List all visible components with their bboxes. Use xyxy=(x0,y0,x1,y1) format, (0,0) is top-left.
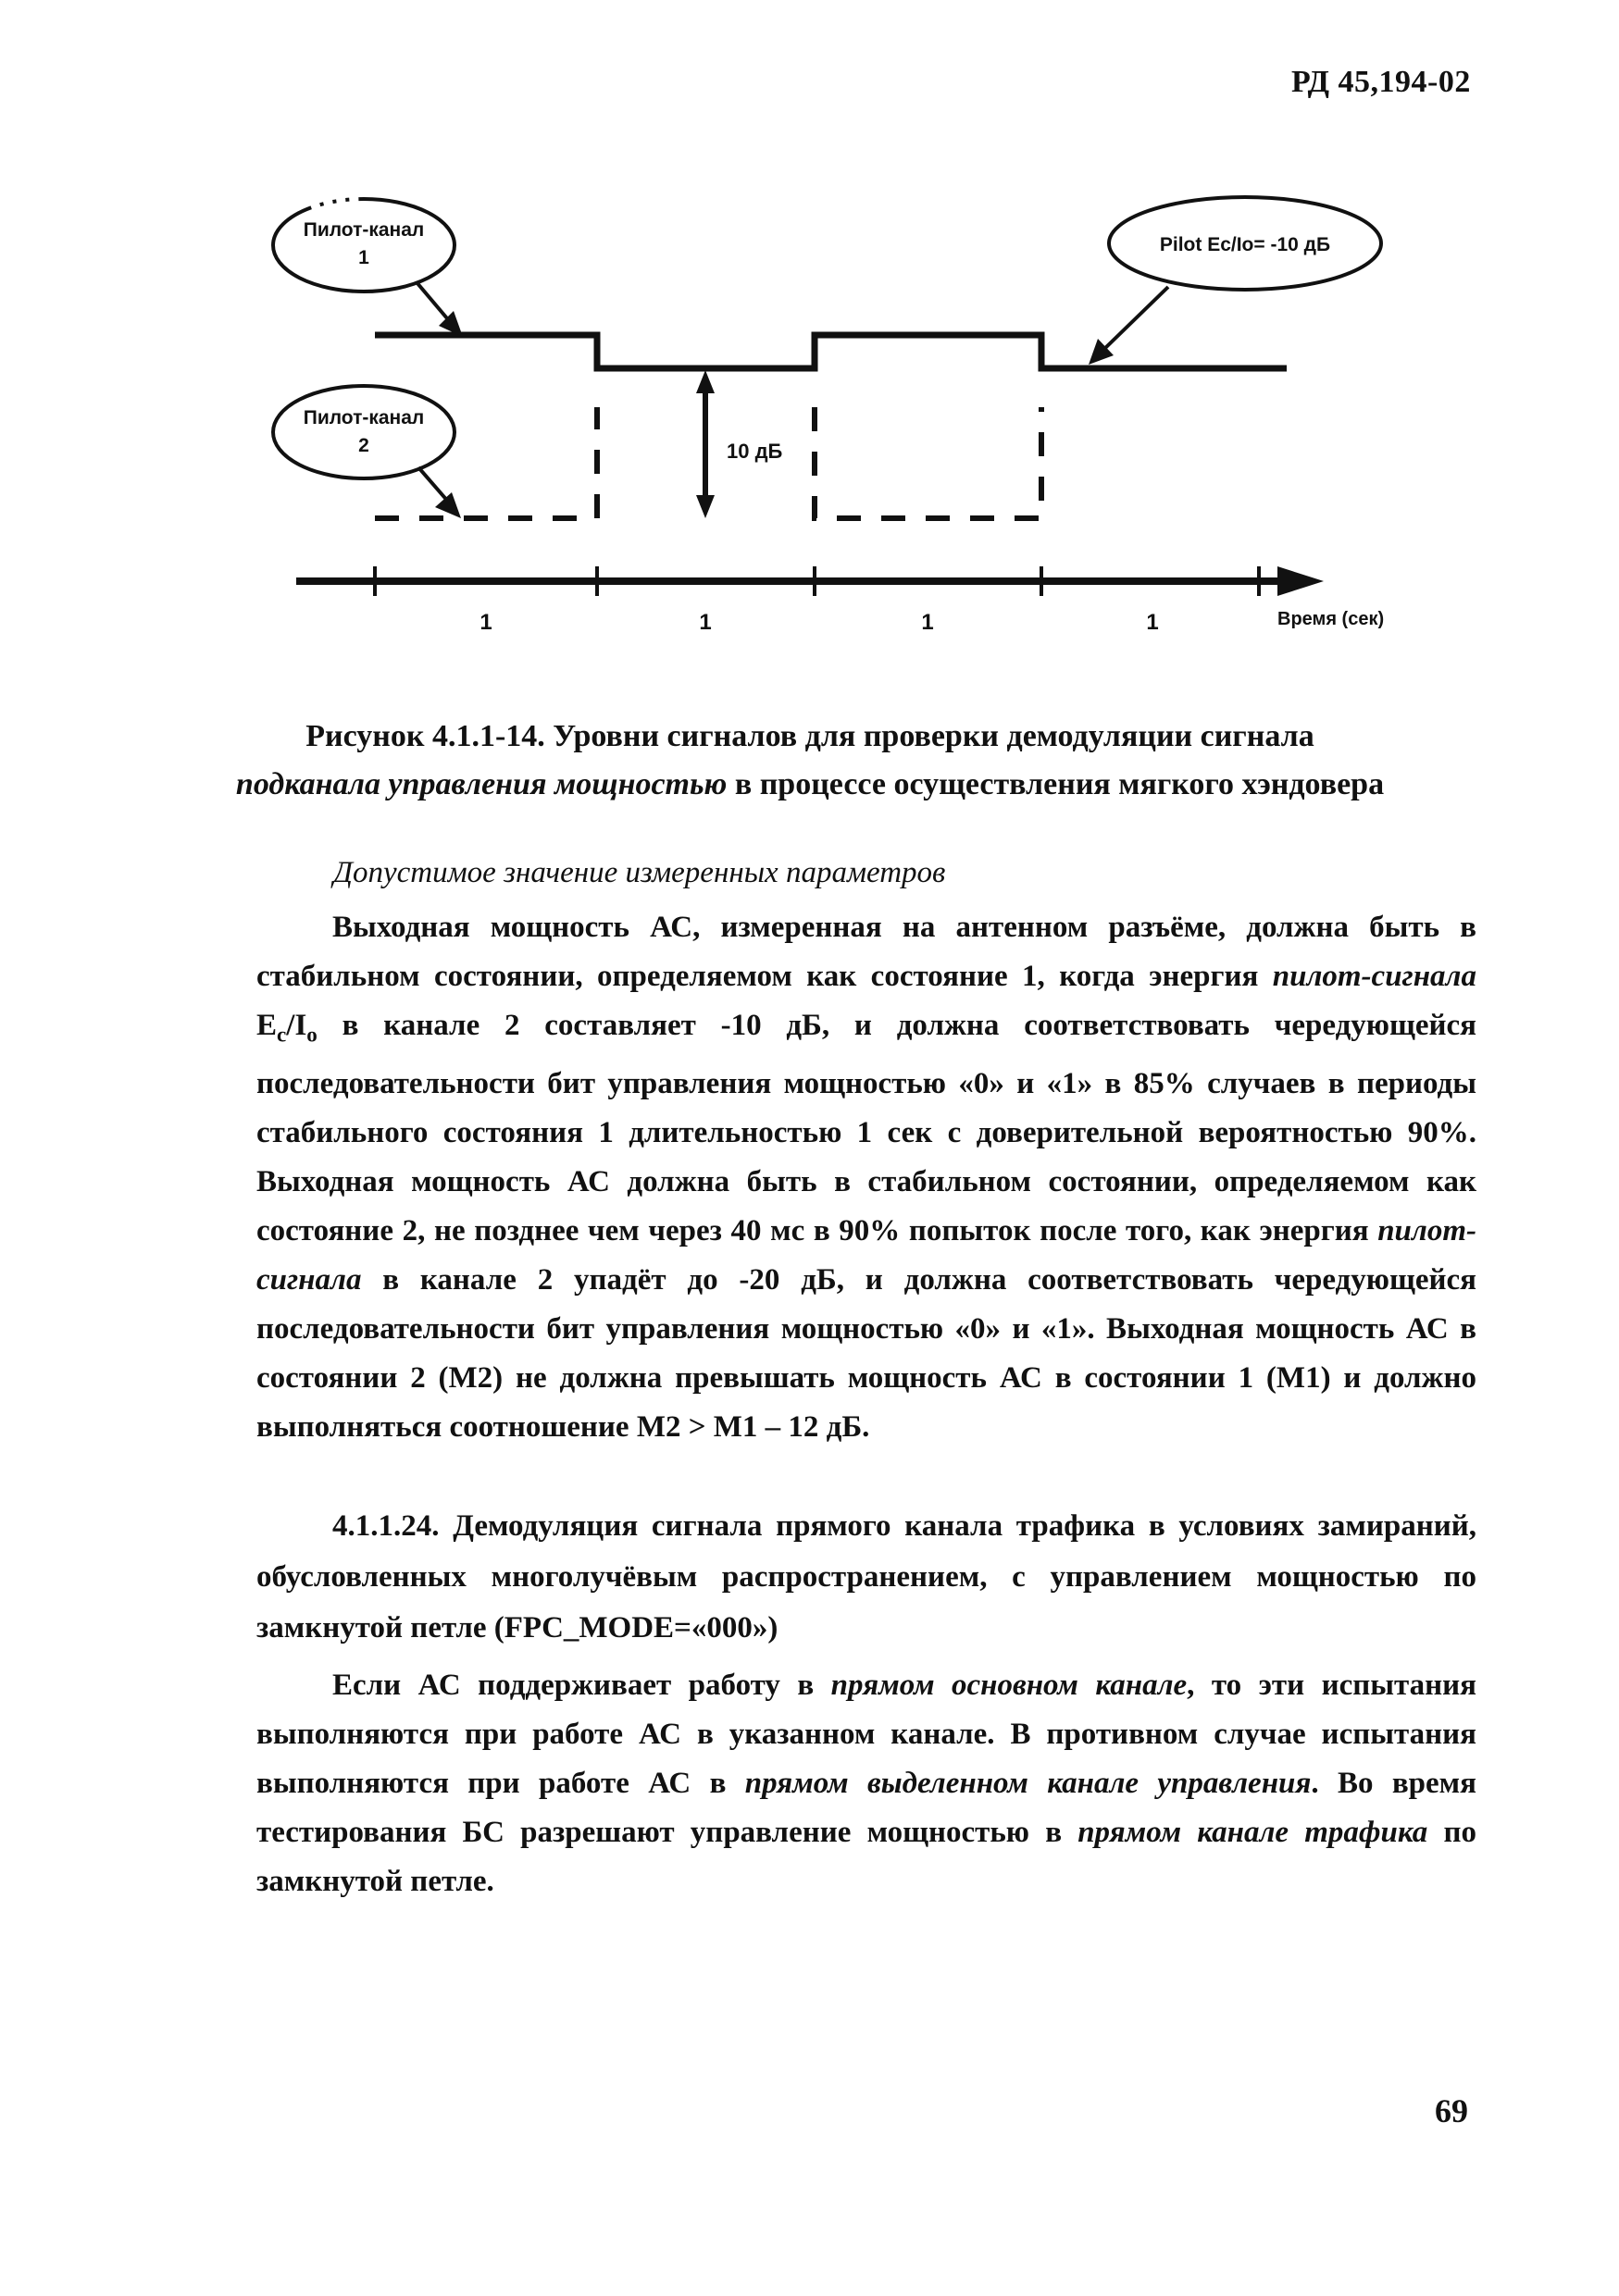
time-axis-label: Время (сек) xyxy=(1277,609,1385,629)
caption-italic: подканала управления мощностью xyxy=(235,767,728,801)
pilot1-bubble-line1: Пилот-канал xyxy=(303,219,425,241)
pilot1-bubble xyxy=(273,199,455,292)
italic-run: прямом канале трафика xyxy=(1077,1816,1428,1849)
interval-label: 1 xyxy=(921,610,934,635)
italic-run: пилот-сигнала xyxy=(256,1213,1476,1297)
subscript: o xyxy=(306,1022,318,1047)
document-number: РД 45,194-02 xyxy=(1291,65,1471,99)
pilot2-pointer xyxy=(418,467,449,503)
subheading: Допустимое значение измеренных параметров xyxy=(333,856,946,889)
pilot1-pointer xyxy=(417,282,452,324)
interval-label: 1 xyxy=(1146,610,1159,635)
pilot2-bubble-line2: 2 xyxy=(358,435,369,456)
level-diff-label: 10 дБ xyxy=(727,440,783,463)
level-diff-arrowhead-down xyxy=(696,495,715,518)
paragraph-2 xyxy=(256,1661,1476,1906)
ecio-bubble-label: Pilot Ec/Io= -10 дБ xyxy=(1159,234,1331,255)
section-number: 4.1.1.24. xyxy=(332,1509,440,1543)
level-diff-arrowhead-up xyxy=(696,370,715,393)
pilot1-level-line xyxy=(375,335,1287,368)
interval-label: 1 xyxy=(699,610,712,635)
text-run: Выходная мощность АС, измеренная на антенном разъёме, должна быть в стабильном состоянии, определяемом как состояние 1, когда энергия xyxy=(256,911,1476,993)
subscript: c xyxy=(277,1022,287,1047)
figure-caption xyxy=(231,713,1389,809)
pilot1-bubble-line2: 1 xyxy=(358,247,369,268)
text-run: в канале 2 упадёт до -20 дБ, и должна соответствовать чередующейся последовательности бит управления мощностью «0» и «1». Выходная мощность АС в состоянии 2 (М2) не должна превышать мощность АС в состоянии 1 (М1) и должно выполняться соотношение М2 > М1 – 12 дБ. xyxy=(256,1262,1476,1444)
text-run: E xyxy=(256,1009,278,1042)
caption-text: в процессе осуществления мягкого хэндовера xyxy=(727,767,1385,801)
ecio-pointer xyxy=(1103,287,1168,350)
pilot2-bubble-line1: Пилот-канал xyxy=(303,407,425,428)
text-run: Если АС поддерживает работу в xyxy=(332,1669,831,1702)
text-run: по замкнутой петле. xyxy=(256,1816,1476,1898)
paragraph-1 xyxy=(256,903,1476,1452)
text-run: , то эти испытания выполняются при работе АС в указанном канале. В противном случае испытания выполняются при работе АС в xyxy=(256,1669,1476,1800)
pilot2-bubble xyxy=(273,386,455,478)
text-run: в канале 2 составляет -10 дБ, и должна соответствовать чередующейся последовательности бит управления мощностью «0» и «1» в 85% случаев в периоды стабильного состояния 1 длительностью 1 сек с доверительной вероятностью 90%. Выходная мощность АС должна быть в стабильном состоянии, определяемом как состояние 2, не позднее чем через 40 мс в 90% попыток после того, как энергия xyxy=(256,1009,1476,1247)
signal-level-diagram xyxy=(0,0,1619,703)
italic-run: прямом выделенном канале управления xyxy=(744,1767,1312,1800)
interval-label: 1 xyxy=(479,610,492,635)
pilot2-pointer-head xyxy=(435,492,461,518)
section-title: Демодуляция сигнала прямого канала трафика в условиях замираний, обусловленных многолучёвым распространением, с управлением мощностью по замкнутой петле (FPC_MODE=«000») xyxy=(256,1509,1476,1644)
caption-text: Рисунок 4.1.1-14. Уровни сигналов для проверки демодуляции сигнала xyxy=(305,719,1314,753)
text-run: . Во время тестирования БС разрешают управление мощностью в xyxy=(256,1767,1476,1849)
section-heading xyxy=(256,1501,1476,1654)
italic-run: прямом основном канале xyxy=(830,1669,1188,1702)
italic-run: пилот-сигнала xyxy=(1272,960,1476,993)
time-axis-arrowhead xyxy=(1277,566,1324,596)
text-run: /I xyxy=(286,1009,307,1042)
page-number: 69 xyxy=(1435,2092,1468,2129)
